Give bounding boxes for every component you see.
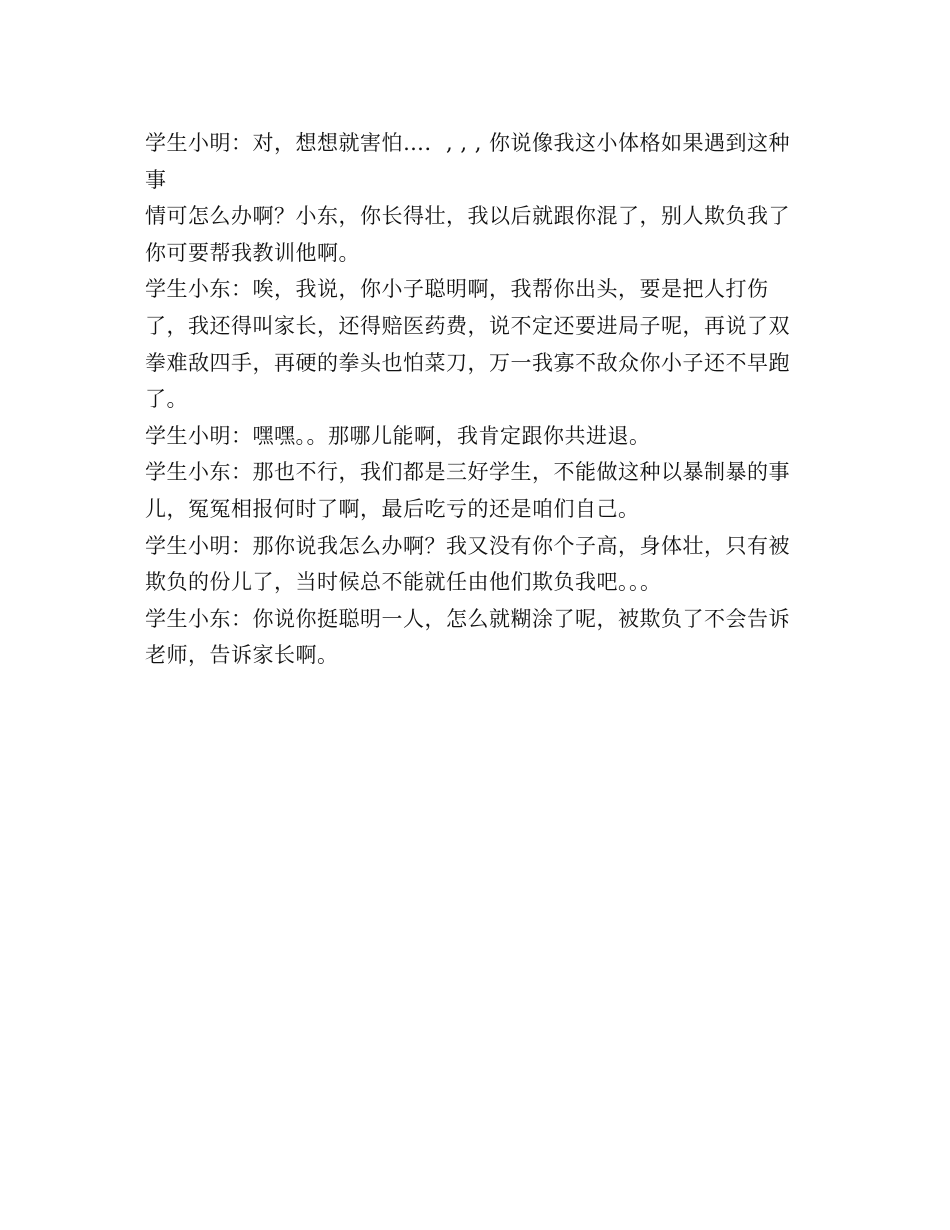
dialogue-paragraph-1: 学生小明：对，想想就害怕…．, , , 你说像我这小体格如果遇到这种事 情可怎么办啊？小东，你长得壮，我以后就跟你混了，别人欺负我了 你可要帮我教训他啊。 <box>145 131 791 265</box>
dialogue-paragraph-5: 学生小明：那你说我怎么办啊？我又没有你个子高，身体壮，只有被 欺负的份儿了，当时候总不能就任由他们欺负我吧。。。 <box>145 533 790 595</box>
dialogue-paragraph-3: 学生小明：嘿嘿。。那哪儿能啊，我肯定跟你共进退。 <box>145 423 651 448</box>
dialogue-paragraph-2: 学生小东：唉，我说，你小子聪明啊，我帮你出头，要是把人打伤 了，我还得叫家长，还得赔医药费，说不定还要进局子呢，再说了双 拳难敌四手，再硬的拳头也怕菜刀，万一我寡不敌众你小子还不早跑 了。 <box>145 277 790 412</box>
dialogue-paragraph-6: 学生小东：你说你挺聪明一人，怎么就糊涂了呢，被欺负了不会告诉 老师，告诉家长啊。 <box>145 606 790 668</box>
dialogue-paragraph-4: 学生小东：那也不行，我们都是三好学生，不能做这种以暴制暴的事 儿，冤冤相报何时了啊，最后吃亏的还是咱们自己。 <box>145 460 790 521</box>
document-body <box>145 125 805 674</box>
